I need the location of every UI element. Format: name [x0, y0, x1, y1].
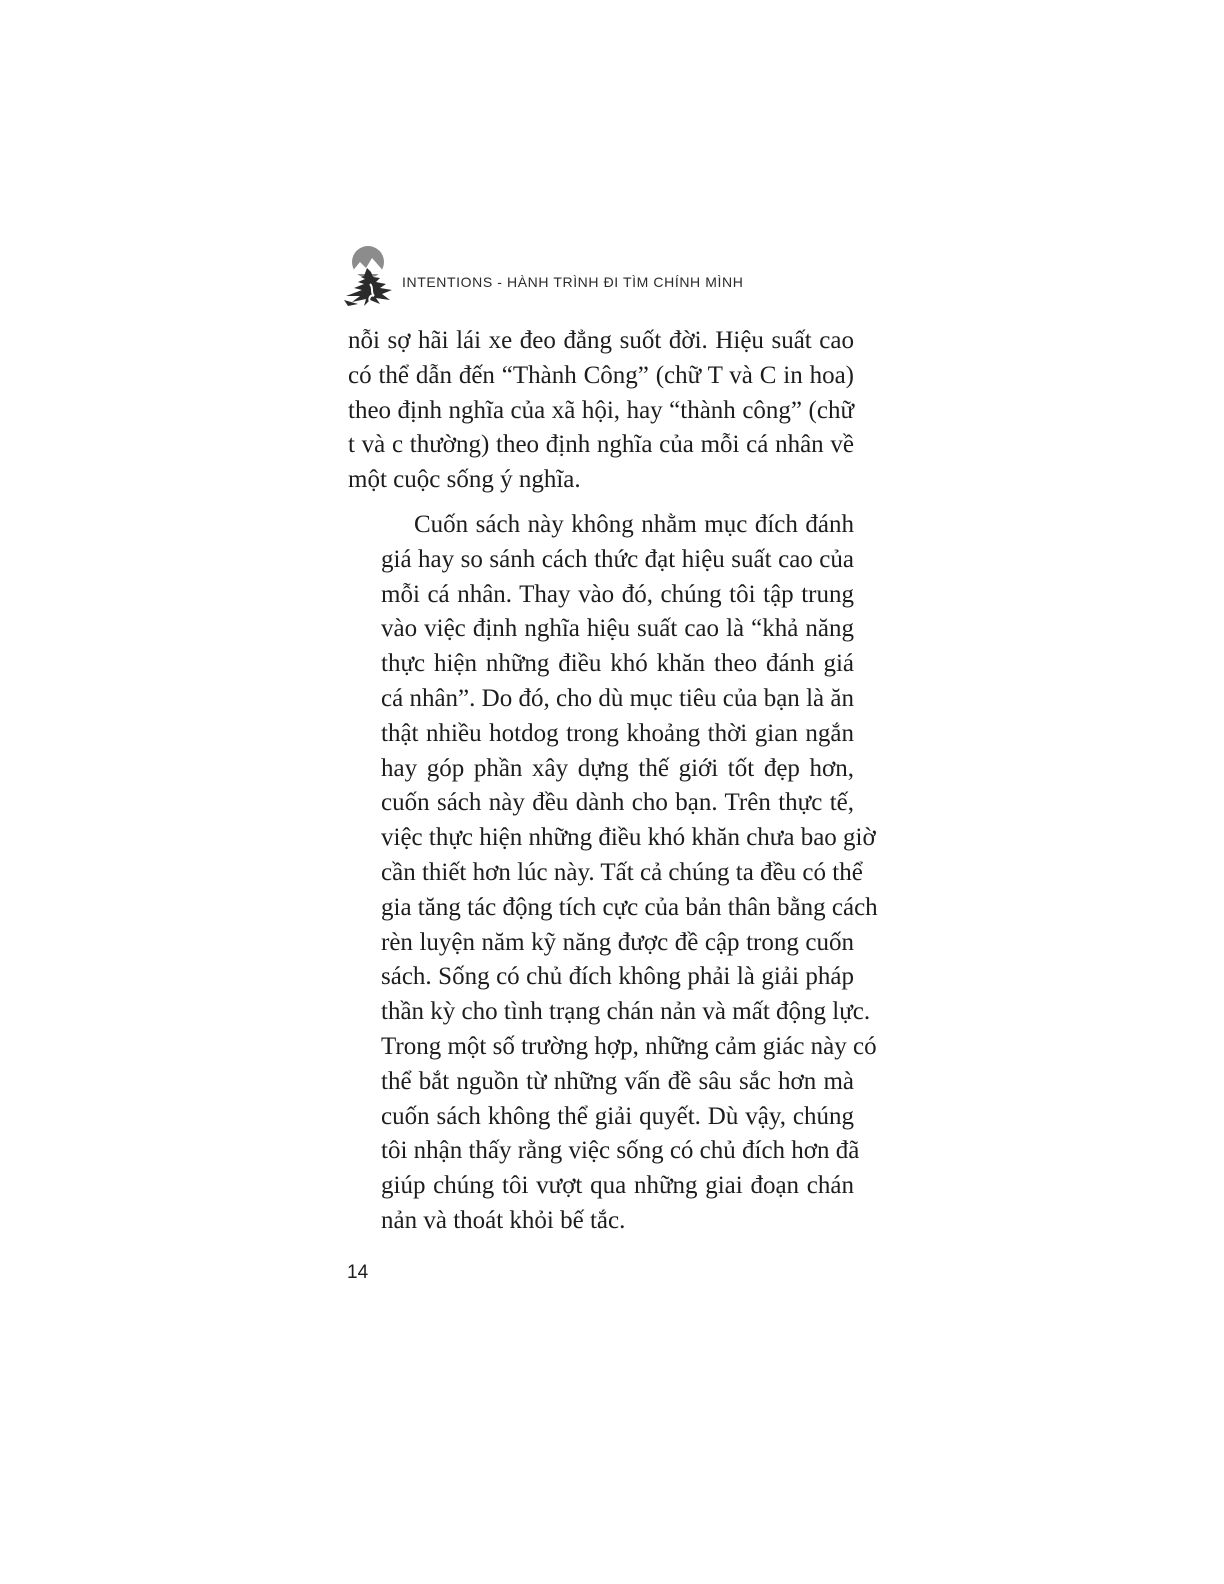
text-line: một cuộc sống ý nghĩa. [348, 466, 581, 494]
text-line: thực hiện những điều khó khăn theo đánh giá [381, 650, 854, 678]
text-line: thần kỳ cho tình trạng chán nản và mất động lực. [381, 998, 871, 1026]
text-line: t và c thường) theo định nghĩa của mỗi cá nhân về [348, 431, 854, 459]
text-line: giúp chúng tôi vượt qua những giai đoạn chán [381, 1172, 854, 1200]
text-line: vào việc định nghĩa hiệu suất cao là “khả năng [381, 615, 854, 643]
text-line: tôi nhận thấy rằng việc sống có chủ đích hơn đã [381, 1137, 860, 1165]
text-line: gia tăng tác động tích cực của bản thân bằng cách [381, 893, 878, 921]
text-line: rèn luyện năm kỹ năng được đề cập trong cuốn [381, 928, 854, 956]
text-line: giá hay so sánh cách thức đạt hiệu suất cao của [381, 545, 854, 573]
text-line: thể bắt nguồn từ những vấn đề sâu sắc hơn mà [381, 1067, 854, 1095]
text-line: nản và thoát khỏi bế tắc. [381, 1206, 626, 1234]
page-number: 14 [347, 1262, 369, 1283]
body-text [348, 324, 878, 1239]
text-line: việc thực hiện những điều khó khăn chưa bao giờ [381, 824, 876, 852]
paragraph-2 [348, 508, 878, 1239]
text-line: hay góp phần xây dựng thế giới tốt đẹp hơn, [381, 754, 854, 782]
text-line: nỗi sợ hãi lái xe đeo đẳng suốt đời. Hiệu suất cao [348, 327, 854, 354]
text-line: cá nhân”. Do đó, cho dù mục tiêu của bạn là ăn [381, 684, 854, 712]
paragraph-1 [348, 324, 854, 498]
mountain-pine-logo-icon [340, 244, 396, 310]
text-line: Trong một số trường hợp, những cảm giác này có [381, 1032, 877, 1060]
text-line: cần thiết hơn lúc này. Tất cả chúng ta đều có thể [381, 858, 863, 886]
text-line: có thể dẫn đến “Thành Công” (chữ T và C in hoa) [348, 361, 854, 389]
text-line: cuốn sách này đều dành cho bạn. Trên thực tế, [381, 789, 854, 817]
text-line: sách. Sống có chủ đích không phải là giải pháp [381, 963, 854, 991]
text-line: cuốn sách không thể giải quyết. Dù vậy, chúng [381, 1102, 854, 1130]
text-line: Cuốn sách này không nhằm mục đích đánh [414, 510, 854, 538]
text-line: thật nhiều hotdog trong khoảng thời gian ngắn [381, 719, 854, 747]
running-header-title: INTENTIONS - HÀNH TRÌNH ĐI TÌM CHÍNH MÌNH [402, 274, 744, 290]
text-line: mỗi cá nhân. Thay vào đó, chúng tôi tập trung [381, 580, 854, 608]
text-line: theo định nghĩa của xã hội, hay “thành công” (chữ [348, 396, 854, 424]
running-header [340, 244, 860, 314]
